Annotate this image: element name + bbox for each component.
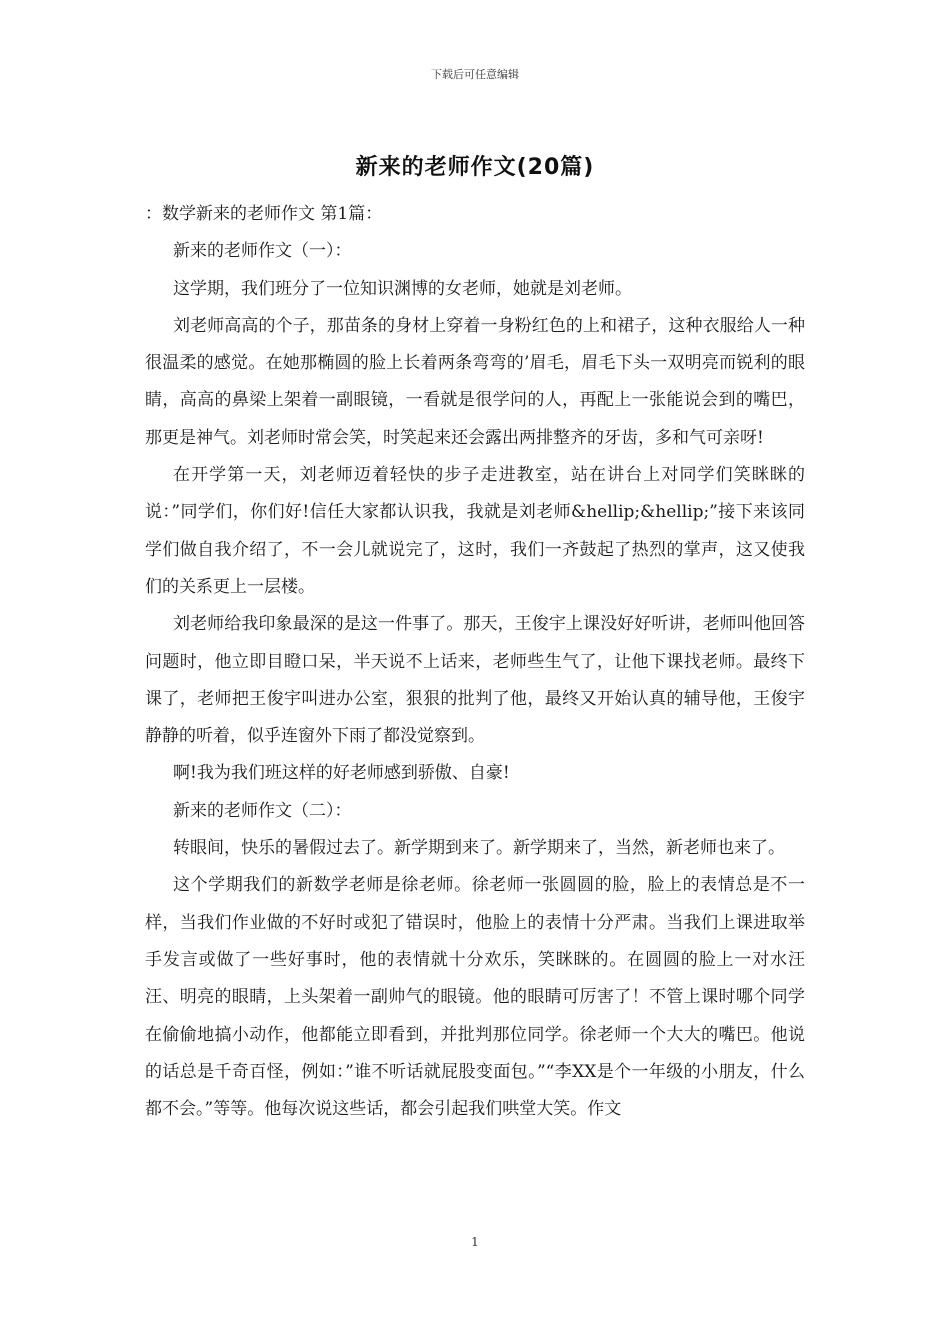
paragraph-subheading-2: 新来的老师作文（二）： — [173, 800, 352, 821]
header-note: 下载后可任意编辑 — [431, 68, 519, 81]
paragraph: 这学期，我们班分了一位知识渊博的女老师，她就是刘老师。 — [173, 278, 632, 299]
paragraph-subheading-1: 新来的老师作文（一）： — [173, 241, 352, 262]
paragraph-section-heading: ：数学新来的老师作文 第1篇： — [145, 204, 383, 224]
document-title: 新来的老师作文(20篇) — [355, 155, 595, 180]
paragraph: 在开学第一天，刘老师迈着轻快的步子走进教室，站在讲台上对同学们笑眯眯的说：”同学们，你们好!信任大家都认识我，我就是刘老师&hellip;&hellip;”接下来该同学们做自我介绍了，不一会儿就说完了，这时，我们一齐鼓起了热烈的掌声，这又使我们的关系更上一层楼。 — [145, 465, 805, 597]
paragraph: 这个学期我们的新数学老师是徐老师。徐老师一张圆圆的脸，脸上的表情总是不一样，当我们作业做的不好时或犯了错误时，他脸上的表情十分严肃。当我们上课进取举手发言或做了一些好事时，他的表情就十分欢乐，笑眯眯的。在圆圆的脸上一对水汪汪、明亮的眼睛，上头架着一副帅气的眼镜。他的眼睛可厉害了！不管上课时哪个同学在偷偷地搞小动作，他都能立即看到，并批判那位同学。徐老师一个大大的嘴巴。他说的话总是千奇百怪，例如：”谁不听话就屁股变面包。”“李XX是个一年级的小朋友，什么都不会。”等等。他每次说这些话，都会引起我们哄堂大笑。作文 — [145, 875, 805, 1120]
paragraph: 刘老师给我印象最深的是这一件事了。那天，王俊宇上课没好好听讲，老师叫他回答问题时，他立即目瞪口呆，半天说不上话来，老师些生气了，让他下课找老师。最终下课了，老师把王俊宇叫进办公室，狠狠的批判了他，最终又开始认真的辅导他，王俊宇静静的听着，似乎连窗外下雨了都没觉察到。 — [145, 614, 805, 747]
paragraph: 刘老师高高的个子，那苗条的身材上穿着一身粉红色的上和裙子，这种衣服给人一种很温柔的感觉。在她那椭圆的脸上长着两条弯弯的’眉毛，眉毛下头一双明亮而锐利的眼睛，高高的鼻梁上架着一副眼镜，一看就是很学问的人，再配上一张能说会到的嘴巴，那更是神气。刘老师时常会笑，时笑起来还会露出两排整齐的牙齿，多和气可亲呀! — [145, 315, 805, 448]
paragraph: 啊!我为我们班这样的好老师感到骄傲、自豪! — [173, 763, 510, 784]
page-number: 1 — [471, 1235, 479, 1249]
document-body — [145, 196, 805, 1128]
paragraph: 转眼间，快乐的暑假过去了。新学期到来了。新学期来了，当然，新老师也来了。 — [173, 838, 785, 859]
